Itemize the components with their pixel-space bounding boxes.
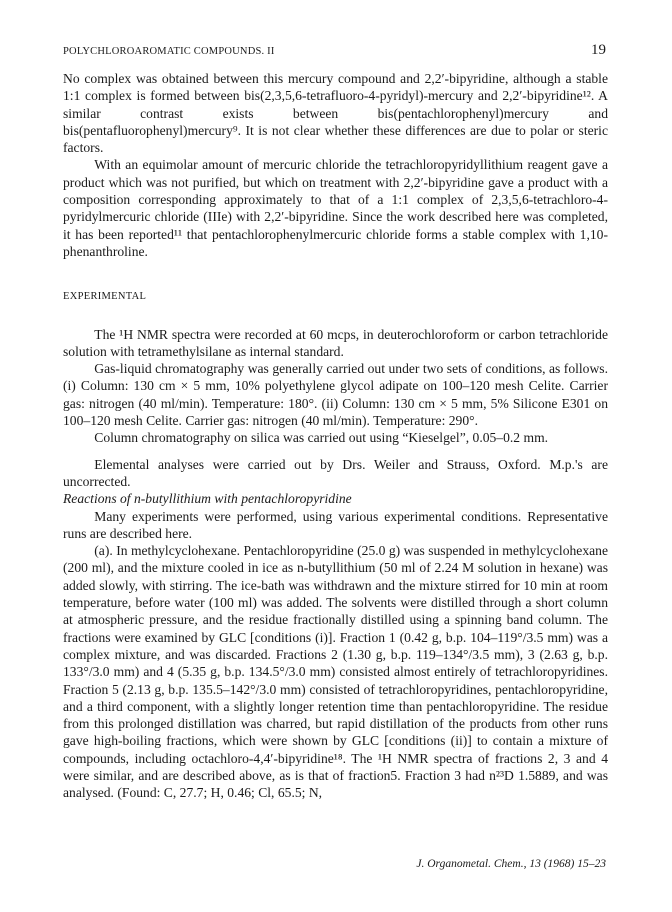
journal-citation: J. Organometal. Chem., 13 (1968) 15–23: [416, 858, 606, 870]
article-body: [63, 70, 608, 802]
running-title: POLYCHLOROAROMATIC COMPOUNDS. II: [63, 46, 275, 57]
paragraph-column-chromatography: Column chromatography on silica was carried out using “Kieselgel”, 0.05–0.2 mm.: [94, 430, 549, 446]
paragraph-bipyridine-complex: No complex was obtained between this mercury compound and 2,2′-bipyridine, although a stable 1:1 complex is formed between bis(2,3,5,6-tetrafluoro-4-pyridyl)-mercury and 2,2′-bipyridine¹². A similar contrast exists between bis(pentachlorophenyl)mercury and bis(pentafluorophenyl)mercury⁹. It is not clear whether these differences are due to polar or steric factors.: [63, 71, 608, 156]
page-header: [63, 42, 606, 59]
paragraph-experiments-intro: Many experiments were performed, using various experimental conditions. Representative runs are described here.: [63, 508, 608, 541]
paragraph-mercuric-chloride: With an equimolar amount of mercuric chloride the tetrachloropyridyllithium reagent gave a product which was not purified, but which on treatment with 2,2′-bipyridine gave a product with a composition corresponding approximately to that of a 1:1 complex of 2,3,5,6-tetrachloro-4-pyridylmercuric chloride (IIIe) with 2,2′-bipyridine. Since the work described here was completed, it has been reported¹¹ that pentachlorophenylmercuric chloride forms a stable complex with 1,10-phenanthroline.: [63, 157, 608, 259]
paragraph-nmr: The ¹H NMR spectra were recorded at 60 mcps, in deuterochloroform or carbon tetrachloride solution with tetramethylsilane as internal standard.: [63, 326, 608, 359]
paragraph-glc-conditions: Gas-liquid chromatography was generally carried out under two sets of conditions, as follows. (i) Column: 130 cm × 5 mm, 10% polyethylene glycol adipate on 100–120 mesh Celite. Carrier gas: nitrogen (40 ml/min). Temperature: 180°. (ii) Column: 130 cm × 5 mm, 5% Silicone E301 on 100–120 mesh Celite. Carrier gas: nitrogen (40 ml/min). Temperature: 290°.: [63, 361, 608, 429]
subsection-heading: Reactions of n-butyllithium with pentachloropyridine: [63, 491, 352, 507]
section-heading-experimental: EXPERIMENTAL: [63, 291, 147, 303]
paragraph-methylcyclohexane-run: (a). In methylcyclohexane. Pentachloropyridine (25.0 g) was suspended in methylcyclohexane (200 ml), and the mixture cooled in ice as n-butyllithium (50 ml of 2.24 M solution in hexane) was added slowly, with stirring. The ice-bath was withdrawn and the mixture stirred for 10 min at room temperature, before water (100 ml) was added. The solvents were distilled through a short column at atmospheric pressure, and the residue fractionally distilled using a spinning band column. The fractions were examined by GLC [conditions (i)]. Fraction 1 (0.42 g, b.p. 104–119°/3.5 mm) was a complex mixture, and was discarded. Fractions 2 (1.30 g, b.p. 119–134°/3.5 mm), 3 (2.63 g, b.p. 133°/3.0 mm) and 4 (5.35 g, b.p. 134.5°/3.0 mm) consisted almost entirely of tetrachloropyridines. Fraction 5 (2.13 g, b.p. 135.5–142°/3.0 mm) consisted of tetrachloropyridines, pentachloropyridine, and a third component, with a slightly longer retention time than pentachloropyridine. The residue from this prolonged distillation was charred, but rapid distillation of the products from other runs gave high-boiling fractions, which were shown by GLC [conditions (ii)] to contain a mixture of compounds, including octachloro-4,4′-bipyridine¹⁸. The ¹H NMR spectra of fractions 2, 3 and 4 were similar, and are described above, as is that of fraction5. Fraction 3 had n²³D 1.5889, and was analysed. (Found: C, 27.7; H, 0.46; Cl, 65.5; N,: [63, 543, 608, 801]
paragraph-elemental-analyses: Elemental analyses were carried out by Drs. Weiler and Strauss, Oxford. M.p.'s are uncorrected.: [63, 456, 608, 489]
page-number: 19: [591, 42, 606, 58]
